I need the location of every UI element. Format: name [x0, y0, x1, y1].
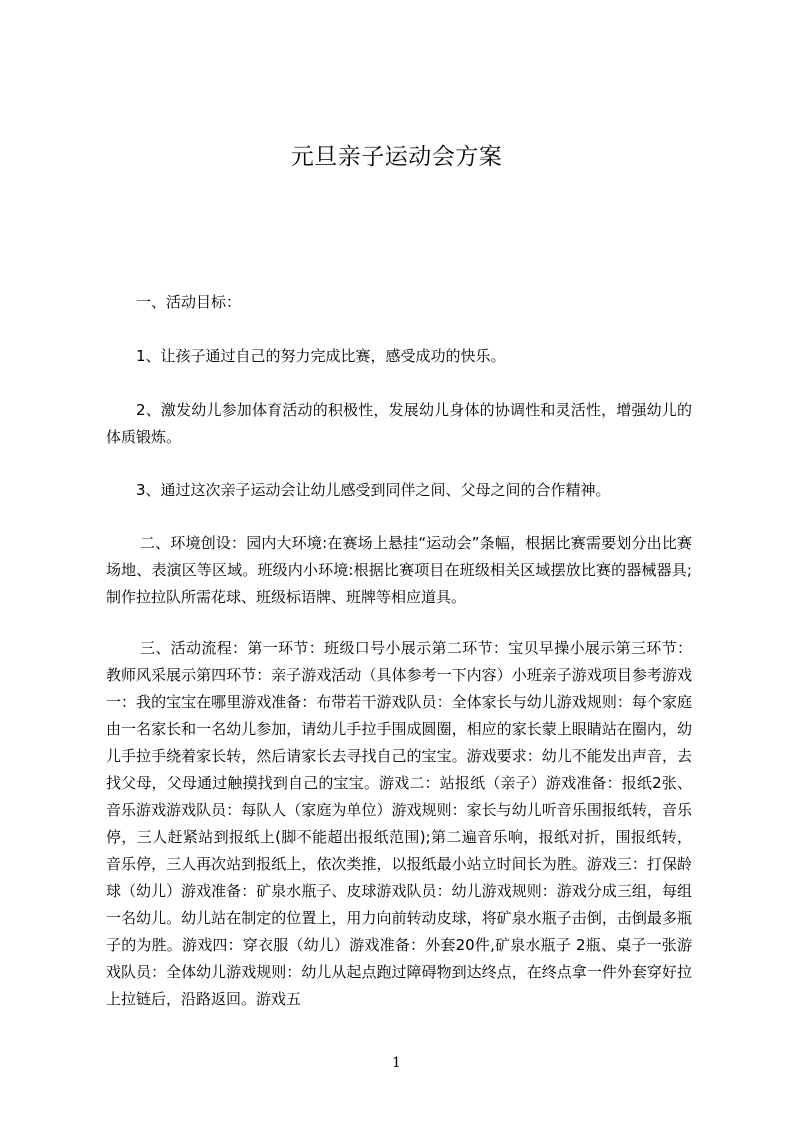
- goal-item-1: 1、让孩子通过自己的努力完成比赛，感受成功的快乐。: [136, 347, 506, 365]
- goal-item-3: 3、通过这次亲子运动会让幼儿感受到同伴之间、父母之间的合作精神。: [136, 481, 611, 499]
- section-heading-goals: 一、活动目标：: [136, 293, 242, 311]
- section-environment: 二、环境创设：园内大环境:在赛场上悬挂“运动会”条幅，根据比赛需要划分出比赛场地、表演区等区域。班级内小环境:根据比赛项目在班级相关区域摆放比赛的器械器具;制作拉拉队所需花球、班级标语牌、班牌等相应道具。: [106, 534, 692, 606]
- goal-item-2: 2、激发幼儿参加体育活动的积极性，发展幼儿身体的协调性和灵活性，增强幼儿的体质锻炼。: [106, 401, 692, 446]
- document-title: 元旦亲子运动会方案: [290, 144, 503, 170]
- page-number: 1: [392, 1055, 401, 1071]
- section-activity-flow: 三、活动流程：第一环节：班级口号小展示第二环节：宝贝早操小展示第三环节：教师风采展示第四环节：亲子游戏活动（具体参考一下内容）小班亲子游戏项目参考游戏一：我的宝宝在哪里游戏准备：布带若干游戏队员：全体家长与幼儿游戏规则：每个家庭由一名家长和一名幼儿参加，请幼儿手拉手围成圆圈，相应的家长蒙上眼睛站在圈内，幼儿手拉手绕着家长转，然后请家长去寻找自己的宝宝。游戏要求：幼儿不能发出声音，去找父母，父母通过触摸找到自己的宝宝。游戏二：站报纸（亲子）游戏准备：报纸2张、音乐游戏游戏队员：每队人（家庭为单位）游戏规则：家长与幼儿听音乐围报纸转，音乐停，三人赶紧站到报纸上(脚不能超出报纸范围);第二遍音乐响，报纸对折，围报纸转，音乐停，三人再次站到报纸上，依次类推，以报纸最小站立时间长为胜。游戏三：打保龄球（幼儿）游戏准备：矿泉水瓶子、皮球游戏队员：幼儿游戏规则：游戏分成三组，每组一名幼儿。幼儿站在制定的位置上，用力向前转动皮球，将矿泉水瓶子击倒，击倒最多瓶子的为胜。游戏四：穿衣服（幼儿）游戏准备：外套20件,矿泉水瓶子 2瓶、桌子一张游戏队员：全体幼儿游戏规则：幼儿从起点跑过障碍物到达终点，在终点拿一件外套穿好拉上拉链后，沿路返回。游戏五: [106, 639, 692, 1008]
